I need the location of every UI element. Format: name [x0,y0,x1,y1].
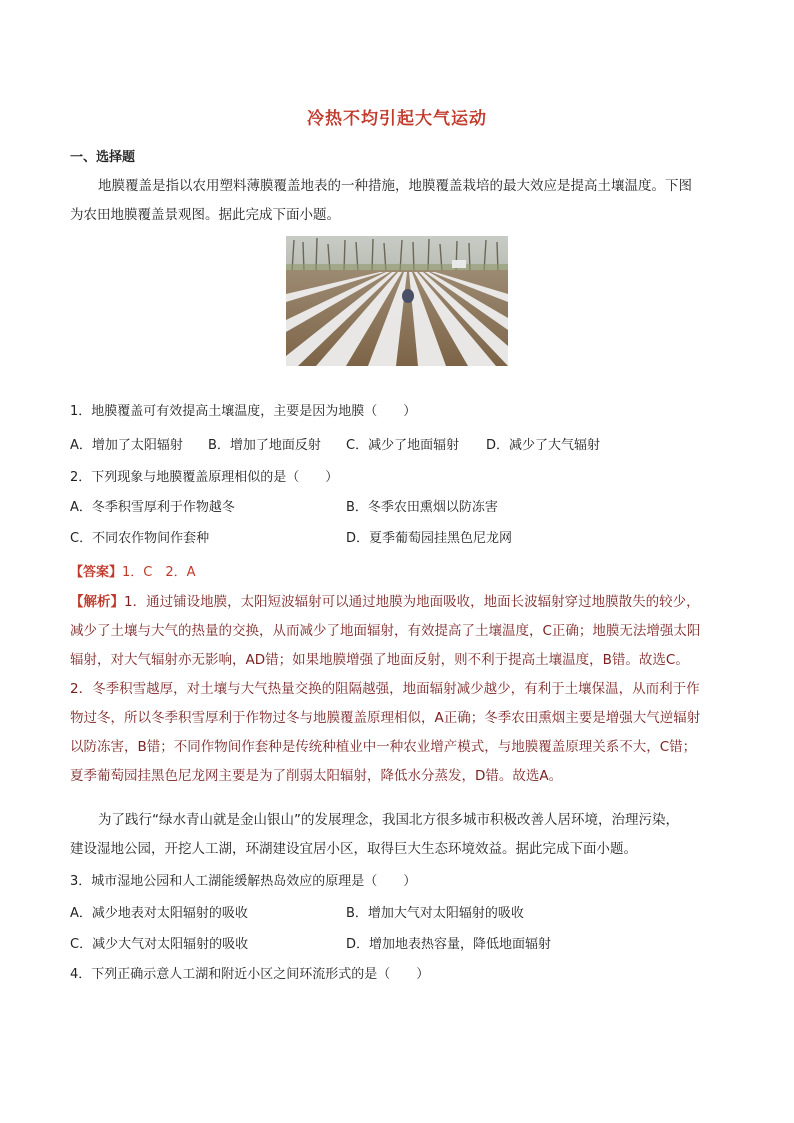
intro-line: 建设湿地公园，开挖人工湖，环湖建设宜居小区，取得巨大生态环境效益。据此完成下面小题。 [70,841,637,857]
page-title: 冷热不均引起大气运动 [307,109,487,129]
question-2: 2．下列现象与地膜覆盖原理相似的是（ ） [70,470,339,485]
analysis-line-5: 物过冬，所以冬季积雪厚利于作物过冬与地膜覆盖原理相似，A正确；冬季农田熏烟主要是增强大气逆辐射 [70,710,701,726]
q1-option-b[interactable]: B．增加了地面反射 [208,438,321,453]
section-heading: 一、选择题 [70,150,136,165]
q3-option-c[interactable]: C．减少大气对太阳辐射的吸收 [70,937,249,952]
field-mulch-photo [286,236,508,366]
q2-option-d[interactable]: D．夏季葡萄园挂黑色尼龙网 [346,531,513,546]
q3-option-a[interactable]: A．减少地表对太阳辐射的吸收 [70,906,248,921]
q3-option-b[interactable]: B．增加大气对太阳辐射的吸收 [346,906,524,921]
q1-option-a[interactable]: A．增加了太阳辐射 [70,438,183,453]
answer-text: 1．C 2．A [122,565,196,580]
answer-block [70,561,196,580]
intro-line: 地膜覆盖是指以农用塑料薄膜覆盖地表的一种措施，地膜覆盖栽培的最大效应是提高土壤温度。下图 [98,178,692,194]
analysis-label: 【解析】 [70,594,124,610]
analysis-line-6: 以防冻害，B错；不同作物间作套种是传统种植业中一种农业增产模式，与地膜覆盖原理关系不大，C错； [70,739,697,755]
q1-option-d[interactable]: D．减少了大气辐射 [486,438,601,453]
intro-paragraph-1 [70,172,720,230]
question-4: 4．下列正确示意人工湖和附近小区之间环流形式的是（ ） [70,967,430,982]
question-3: 3．城市湿地公园和人工湖能缓解热岛效应的原理是（ ） [70,874,417,889]
intro-line: 为了践行“绿水青山就是金山银山”的发展理念，我国北方很多城市积极改善人居环境，治理污染， [98,812,679,828]
intro-line: 为农田地膜覆盖景观图。据此完成下面小题。 [70,207,340,223]
q2-option-a[interactable]: A．冬季积雪厚利于作物越冬 [70,500,235,515]
analysis-line-4: 2．冬季积雪越厚，对土壤与大气热量交换的阻隔越强，地面辐射减少越少，有利于土壤保温，从而利于作 [70,681,700,697]
answer-label: 【答案】 [70,565,123,580]
analysis-line-2: 减少了土壤与大气的热量的交换，从而减少了地面辐射，有效提高了土壤温度，C正确；地膜无法增强太阳 [70,623,701,639]
analysis-line-1: 【解析】1．通过铺设地膜，太阳短波辐射可以通过地膜为地面吸收，地面长波辐射穿过地膜散失的较少， [70,594,700,610]
analysis-line-3: 辐射，对大气辐射亦无影响，AD错；如果地膜增强了地面反射，则不利于提高土壤温度，B错。故选C。 [70,652,689,668]
q2-option-b[interactable]: B．冬季农田熏烟以防冻害 [346,500,498,515]
q1-option-c[interactable]: C．减少了地面辐射 [346,438,460,453]
analysis-line-7: 夏季葡萄园挂黑色尼龙网主要是为了削弱太阳辐射，降低水分蒸发，D错。故选A。 [70,768,563,784]
question-1: 1．地膜覆盖可有效提高土壤温度，主要是因为地膜（ ） [70,404,417,419]
intro-paragraph-2 [70,806,720,864]
q2-option-c[interactable]: C．不同农作物间作套种 [70,531,210,546]
analysis-block [70,588,726,791]
q3-option-d[interactable]: D．增加地表热容量，降低地面辐射 [346,937,552,952]
